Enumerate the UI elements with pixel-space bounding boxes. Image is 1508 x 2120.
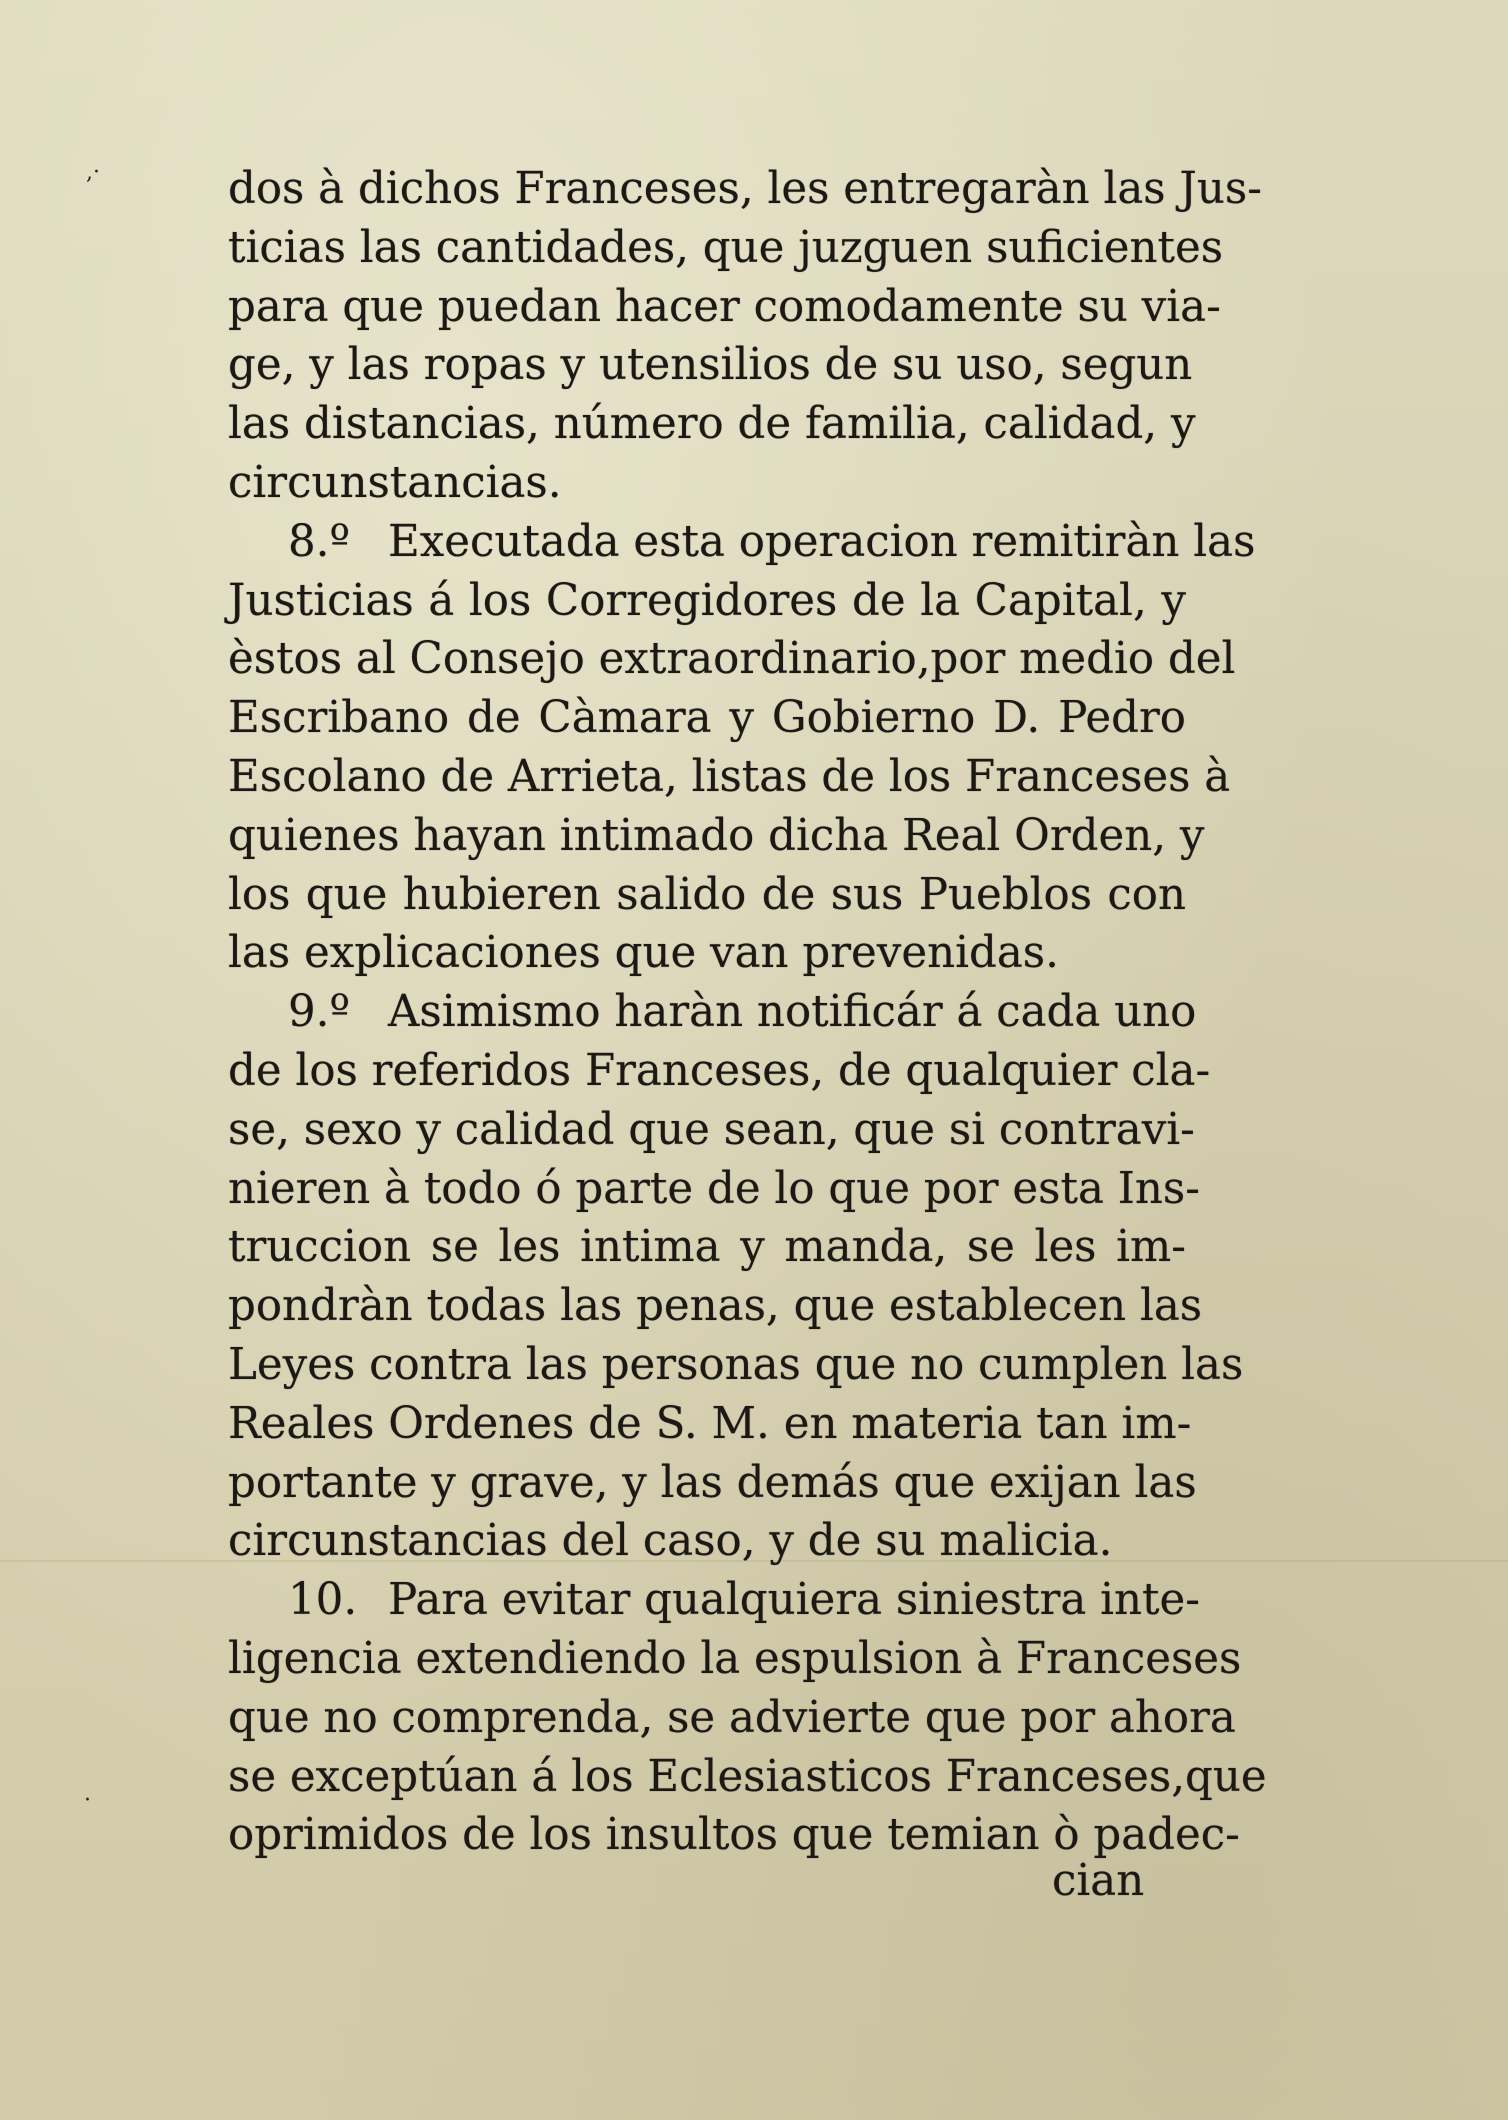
text-line: Leyes contra las personas que no cumplen las <box>228 1339 1244 1390</box>
text-line: que no comprenda, se advierte que por ahora <box>228 1692 1236 1743</box>
text-line: ticias las cantidades, que juzguen suficientes <box>228 222 1224 273</box>
paragraph-10-first-line <box>228 1571 1200 1630</box>
text-line: ligencia extendiendo la espulsion à Franceses <box>228 1633 1242 1684</box>
catchword: cian <box>1052 1856 1145 1906</box>
text-line: las distancias, número de familia, calidad, y <box>228 399 1196 450</box>
text-line: las explicaciones que van prevenidas. <box>228 928 1059 979</box>
text-line: oprimidos de los insultos que temian ò padec- <box>228 1810 1240 1861</box>
text-line: se, sexo y calidad que sean, que si contravi- <box>228 1104 1195 1155</box>
text-line: Escribano de Càmara y Gobierno D. Pedro <box>228 693 1186 744</box>
text-line: ge, y las ropas y utensilios de su uso, segun <box>228 340 1193 391</box>
paragraph-9-first-line <box>228 983 1197 1042</box>
text-line: portante y grave, y las demás que exijan las <box>228 1457 1197 1508</box>
text-line: truccion se les intima y manda, se les im- <box>228 1222 1186 1273</box>
text-line: dos à dichos Franceses, les entregaràn las Jus- <box>228 164 1262 214</box>
text-line: Executada esta operacion remitiràn las <box>388 516 1256 567</box>
text-line: de los referidos Franceses, de qualquier cla- <box>228 1045 1211 1096</box>
margin-mark-bottom: · <box>84 1788 91 1813</box>
page-text <box>228 160 1267 1865</box>
text-line: quienes hayan intimado dicha Real Orden, y <box>228 810 1205 861</box>
paragraph-number: 8.º <box>288 516 350 567</box>
text-line: pondràn todas las penas, que establecen las <box>228 1281 1203 1332</box>
text-line: Para evitar qualquiera siniestra inte- <box>388 1575 1200 1626</box>
paragraph-8-first-line <box>228 513 1256 572</box>
text-line: èstos al Consejo extraordinario,por medio del <box>228 634 1236 685</box>
text-line: Asimismo haràn notificár á cada uno <box>388 987 1197 1038</box>
text-line: Escolano de Arrieta, listas de los Franceses à <box>228 751 1231 802</box>
text-line: Reales Ordenes de S. M. en materia tan im- <box>228 1398 1192 1449</box>
text-line: para que puedan hacer comodamente su via- <box>228 281 1221 332</box>
paragraph-number: 10. <box>288 1575 358 1626</box>
margin-mark-top: ,· <box>86 160 100 185</box>
text-line: Justicias á los Corregidores de la Capital, y <box>228 575 1186 626</box>
text-line: circunstancias del caso, y de su malicia. <box>228 1516 1113 1567</box>
text-line: circunstancias. <box>228 457 562 508</box>
paragraph-number: 9.º <box>288 987 350 1038</box>
text-line: nieren à todo ó parte de lo que por esta Ins- <box>228 1163 1200 1214</box>
text-line: se exceptúan á los Eclesiasticos Franceses,que <box>228 1751 1267 1802</box>
text-line: los que hubieren salido de sus Pueblos con <box>228 869 1186 920</box>
